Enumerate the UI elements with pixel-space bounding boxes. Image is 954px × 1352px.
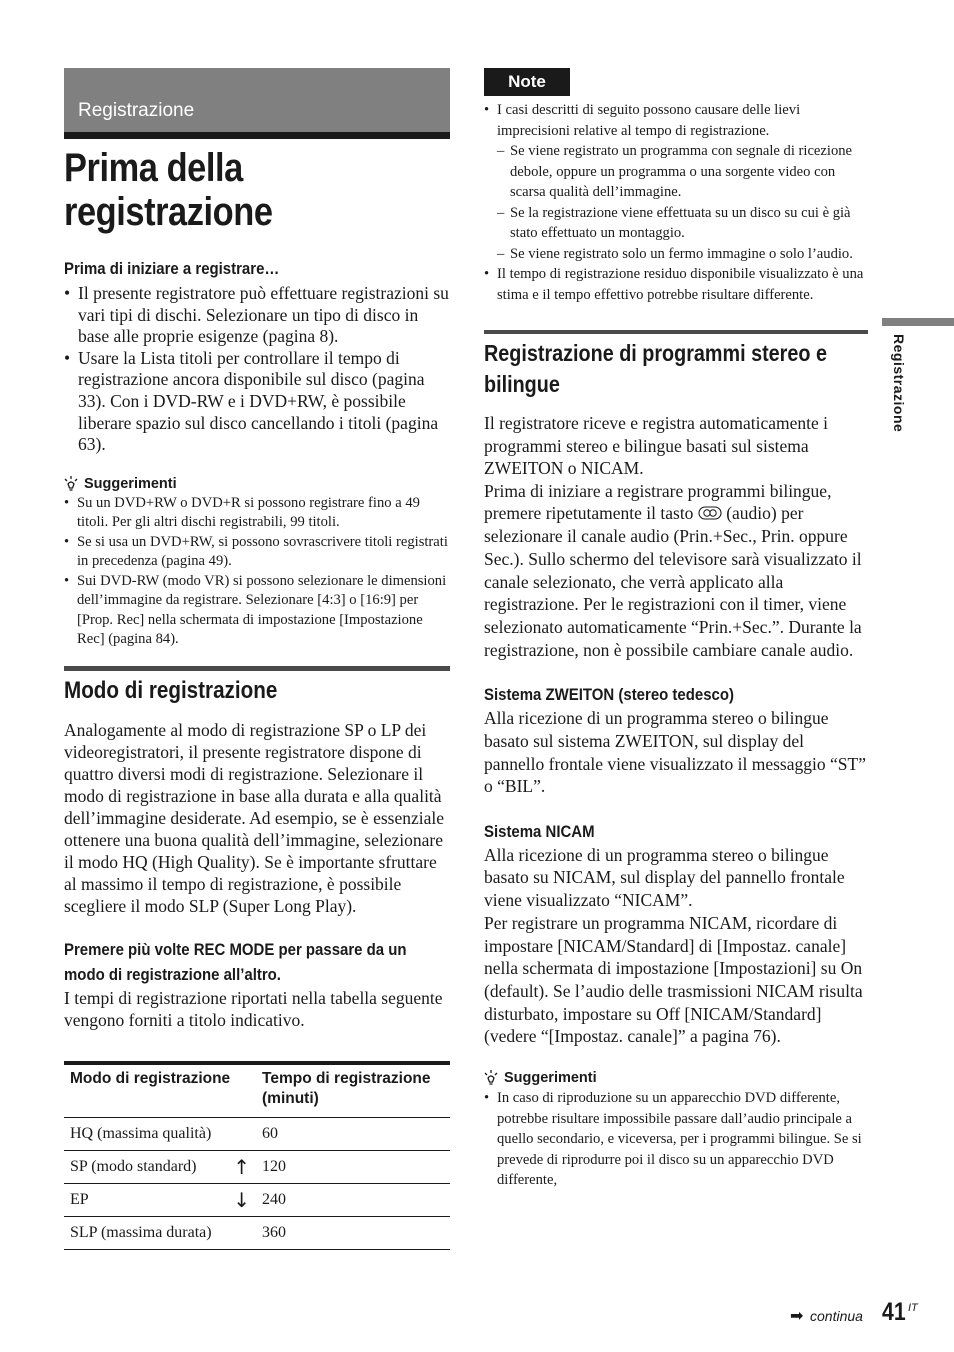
continue-label: continua <box>810 1308 863 1324</box>
table-intro: I tempi di registrazione riportati nella tabella seguente vengono forniti a titolo indicativo. <box>64 987 443 1030</box>
up-arrow-icon: ↑ <box>233 1154 250 1179</box>
note-badge: Note <box>484 68 570 96</box>
nicam-body-2: Per registrare un programma NICAM, ricordare di impostare [NICAM/Standard] di [Impostaz. canale] nella schermata di impostazione [Impostazioni] su On (default). Se l’audio delle trasmissioni NICAM risulta disturbato, impostare su Off [NICAM/Standard] (vedere “[Impostaz. canale]” a pagina 76). <box>484 912 863 1047</box>
tips-list <box>484 1088 868 1191</box>
nicam-heading: Sistema NICAM <box>484 821 595 841</box>
list-item: – Se viene registrato un programma con segnale di ricezione debole, oppure un programma o una sorgente video con scarsa qualità dell’immagine. <box>497 141 868 203</box>
table-header-row <box>64 1063 450 1118</box>
rec-mode-body: Analogamente al modo di registrazione SP o LP dei videoregistratori, il presente registratore dispone di quattro diversi modi di registrazione. Selezionare il modo di registrazione in base alla durata e alla qualità dell’immagine desiderate. Ad esempio, se è essenziale ottenere una buona qualità dell’immagine, selezionare il modo HQ (High Quality). Se è importante sfruttare al massimo il tempo di registrazione, è possibile scegliere il modo SLP (Super Long Play). <box>64 719 445 916</box>
mode-label: HQ (massima qualità) <box>70 1125 212 1143</box>
stereo-p2-text: Prima di iniziare a registrare programmi bilingue, premere ripetutamente il tasto <box>484 480 832 524</box>
list-item: • Il presente registratore può effettuare registrazioni su vari tipi di dischi. Selezionare un tipo di disco in base alle proprie esigenze (pagina 8). <box>64 283 450 348</box>
table-row <box>64 1216 450 1249</box>
time-cell: 360 <box>256 1216 450 1249</box>
right-column <box>484 68 868 1191</box>
tips-heading-label: Suggerimenti <box>504 1070 597 1087</box>
stereo-p2 <box>484 480 868 662</box>
rec-mode-heading: Modo di registrazione <box>64 676 278 704</box>
mode-label: SP (modo standard) <box>70 1158 197 1176</box>
stereo-p1: Il registratore riceve e registra automaticamente i programmi stereo e bilingue basati sul sistema ZWEITON o NICAM. <box>484 413 828 479</box>
rec-mode-instruction: Premere più volte REC MODE per passare da un modo di registrazione all’altro. <box>64 939 407 984</box>
stereo-section <box>484 330 868 400</box>
mode-label: SLP (massima durata) <box>70 1224 212 1242</box>
tips-left <box>64 474 450 650</box>
lightbulb-icon <box>484 1070 498 1086</box>
stereo-heading: Registrazione di programmi stereo e bilingue <box>484 340 827 397</box>
rec-mode-section <box>64 666 450 707</box>
lightbulb-icon <box>64 476 78 492</box>
before-recording-section <box>64 256 450 456</box>
time-cell: 240 <box>256 1183 450 1216</box>
mode-cell <box>64 1216 256 1249</box>
note-item-text: I casi descritti di seguito possono causare delle lievi imprecisioni relative al tempo di registrazione. <box>497 102 801 139</box>
tips-heading-label: Suggerimenti <box>84 475 177 492</box>
mode-label: EP <box>70 1191 89 1209</box>
tips-heading <box>484 1068 868 1088</box>
list-item: – Se viene registrato solo un fermo immagine o solo l’audio. <box>497 244 868 265</box>
rec-mode-table <box>64 1061 450 1250</box>
table-header: Modo di registrazione <box>64 1063 256 1118</box>
zweiton-heading: Sistema ZWEITON (stereo tedesco) <box>484 685 734 705</box>
note-list <box>484 100 868 305</box>
page-language: IT <box>908 1302 918 1314</box>
down-arrow-icon: ↓ <box>233 1187 250 1212</box>
section-band-label: Registrazione <box>78 100 195 121</box>
list-item: • In caso di riproduzione su un apparecchio DVD differente, potrebbe risultare impossibile passare dall’audio principale a quello secondario, e viceversa, per i programmi bilingue. Se si prevede di riprodurre poi il disco su un apparecchio DVD differente, <box>484 1088 868 1191</box>
mode-cell <box>64 1183 256 1216</box>
note-dash-list <box>497 141 868 264</box>
page-footer <box>790 1296 930 1336</box>
tips-right <box>484 1068 868 1191</box>
table-row <box>64 1150 450 1183</box>
before-recording-list <box>64 283 450 456</box>
stereo-p2-text-2: (audio) per selezionare il canale audio (Prin.+Sec., Prin. oppure Sec.). Sullo schermo del televisore sarà visualizzato il canale selezionato, che verrà applicato alla registrazione. Per le registrazioni con il timer, viene selezionato automaticamente “Prin.+Sec.”. Durante la registrazione, non è possibile cambiare canale audio. <box>484 503 862 660</box>
page-number: 41 <box>882 1298 906 1326</box>
list-item <box>484 100 868 264</box>
list-item: – Se la registrazione viene effettuata su un disco su cui è già stato effettuato un montaggio. <box>497 203 868 244</box>
mode-cell <box>64 1117 256 1150</box>
continue-arrow-icon: ➡ <box>790 1306 804 1325</box>
nicam-body-1: Alla ricezione di un programma stereo o bilingue basato su NICAM, sul display del pannello frontale viene visualizzato “NICAM”. <box>484 844 845 911</box>
tips-heading <box>64 474 450 494</box>
page-title: Prima della registrazione <box>64 146 273 234</box>
table-row <box>64 1183 450 1216</box>
time-cell: 120 <box>256 1150 450 1183</box>
table-row <box>64 1117 450 1150</box>
side-tab-label: Registrazione <box>891 334 907 433</box>
time-cell: 60 <box>256 1117 450 1150</box>
mode-cell <box>64 1150 256 1183</box>
before-recording-heading: Prima di iniziare a registrare… <box>64 259 280 278</box>
section-band <box>64 68 450 139</box>
left-column <box>64 68 450 1250</box>
table-header: Tempo di registrazione (minuti) <box>256 1063 450 1118</box>
list-item: • Il tempo di registrazione residuo disponibile visualizzato è una stima e il tempo effettivo potrebbe risultare differente. <box>484 264 868 305</box>
side-tab-bar <box>882 318 954 326</box>
list-item: • Su un DVD+RW o DVD+R si possono registrare fino a 49 titoli. Per gli altri dischi registrabili, 99 titoli. <box>64 494 450 533</box>
tips-list <box>64 494 450 650</box>
list-item: • Se si usa un DVD+RW, si possono sovrascrivere titoli registrati in precedenza (pagina 49). <box>64 533 450 572</box>
zweiton-body: Alla ricezione di un programma stereo o bilingue basato sul sistema ZWEITON, sul display del pannello frontale viene visualizzato il messaggio “ST” o “BIL”. <box>484 708 866 797</box>
audio-button-icon <box>698 506 722 520</box>
list-item: • Sui DVD-RW (modo VR) si possono selezionare le dimensioni dell’immagine da registrare. Selezionare [4:3] o [16:9] per [Prop. Rec] nella schermata di impostazione [Impostazione Rec] (pagina 84). <box>64 572 450 650</box>
list-item: • Usare la Lista titoli per controllare il tempo di registrazione ancora disponibile sul disco (pagina 33). Con i DVD-RW e i DVD+RW, è possibile liberare spazio sul disco cancellando i titoli (pagina 63). <box>64 348 450 456</box>
